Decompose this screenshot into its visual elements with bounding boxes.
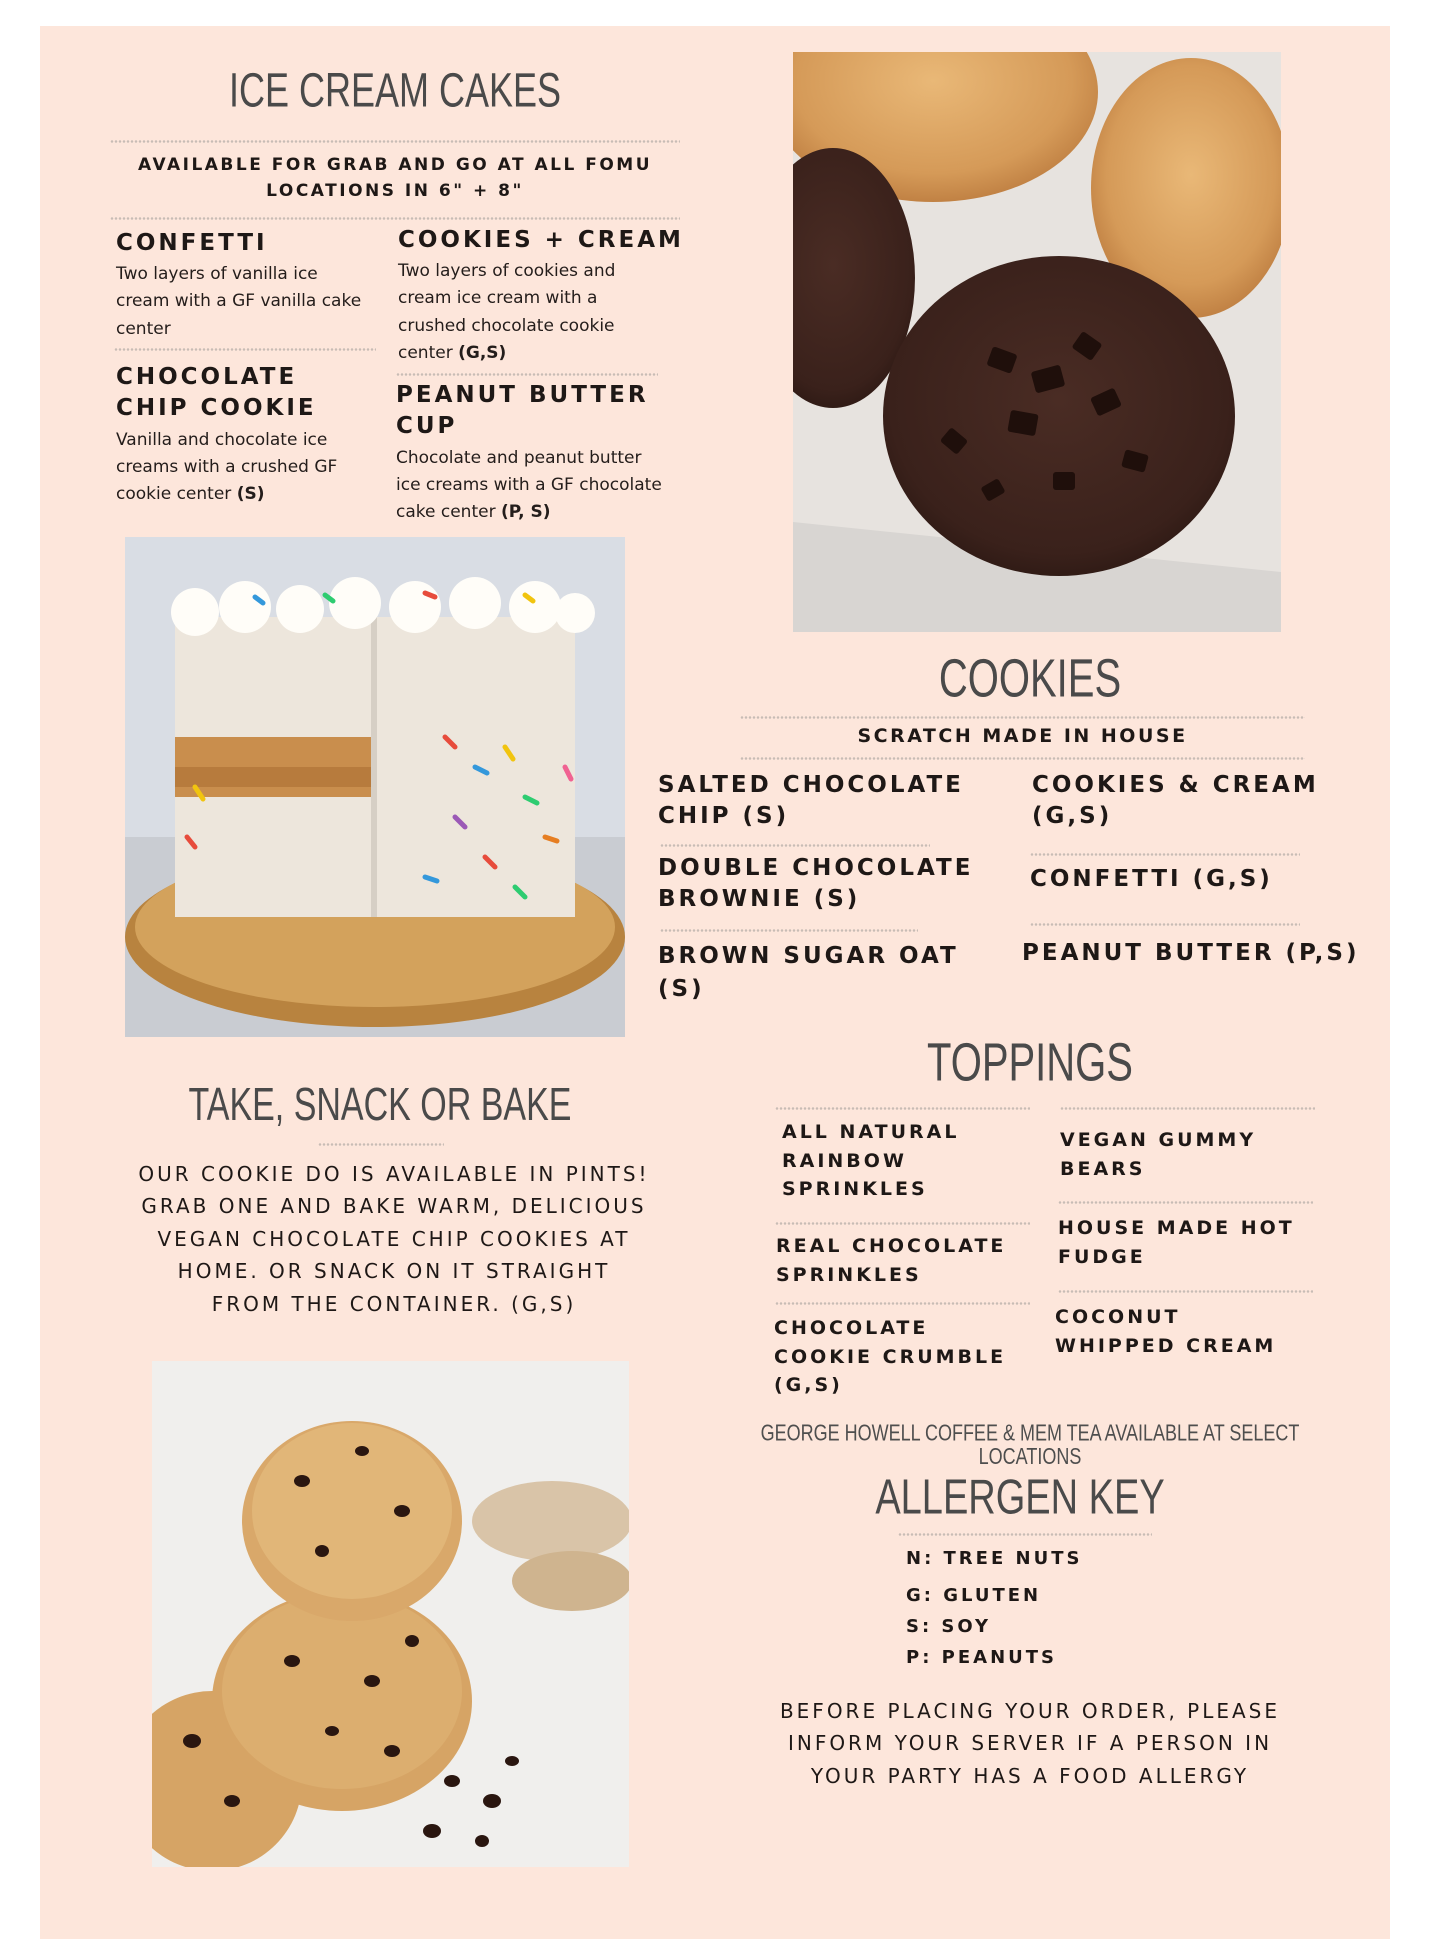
cake-item-desc: Two layers of cookies and cream ice cream with a crushed chocolate cookie center (G,S) [398,261,616,363]
cake-item-cookies-cream [398,225,698,367]
divider [1060,1106,1315,1111]
cake-item-desc: Vanilla and chocolate ice creams with a crushed GF cookie center (S) [116,429,338,504]
cookies-photo [793,52,1281,632]
allergen-item: P: PEANUTS [906,1647,1057,1668]
cake-item-name: COOKIES + CREAM [398,227,684,253]
topping-item: ALL NATURAL RAINBOW SPRINKLES [782,1121,960,1200]
divider [1058,1200,1313,1205]
ice-cream-cake-photo [125,537,625,1037]
cookie-item: COOKIES & CREAM (G,S) [1032,772,1319,830]
take-snack-bake-heading: TAKE, SNACK OR BAKE [188,1079,572,1131]
cake-item-peanut-butter-cup [396,380,696,526]
cake-item-name: PEANUT BUTTER CUP [396,382,649,440]
cake-item-name: CHOCOLATE CHIP COOKIE [116,364,317,422]
cake-item-desc: Two layers of vanilla ice cream with a GF vanilla cake center [116,264,362,339]
divider [1030,922,1300,927]
topping-item: HOUSE MADE HOT FUDGE [1058,1217,1295,1268]
divider [660,843,930,848]
cookie-item: BROWN SUGAR OAT (S) [658,943,959,1003]
allergen-item: N: TREE NUTS [906,1548,1083,1569]
divider [775,1221,1030,1226]
cake-item-name: CONFETTI [116,230,268,256]
topping-item: REAL CHOCOLATE SPRINKLES [776,1235,1007,1286]
cake-item-desc: Chocolate and peanut butter ice creams with a GF chocolate cake center (P, S) [396,447,662,522]
ice-cream-cakes-heading: ICE CREAM CAKES [228,61,562,118]
allergen-key-heading: ALLERGEN KEY [875,1470,1165,1525]
divider [1030,852,1300,857]
cookies-subtitle: SCRATCH MADE IN HOUSE [857,725,1188,747]
divider [318,1142,444,1147]
cookies-heading: COOKIES [938,649,1122,709]
allergy-notice: BEFORE PLACING YOUR ORDER, PLEASE INFORM YOUR SERVER IF A PERSON IN YOUR PARTY HAS A FOOD ALLERGY [779,1699,1281,1788]
cookie-item: DOUBLE CHOCOLATE BROWNIE (S) [658,855,974,913]
allergen-item: S: SOY [906,1616,992,1637]
divider [396,372,658,377]
cookie-item: SALTED CHOCOLATE CHIP (S) [658,772,964,830]
topping-item: CHOCOLATE COOKIE CRUMBLE (G,S) [774,1317,1007,1396]
divider [1058,1289,1313,1294]
take-snack-bake-body: OUR COOKIE DO IS AVAILABLE IN PINTS! GRAB ONE AND BAKE WARM, DELICIOUS VEGAN CHOCOLATE CHIP COOKIES AT HOME. OR SNACK ON IT STRAIGHT FROM THE CONTAINER. (G,S) [138,1162,650,1316]
allergen-item: G: GLUTEN [906,1585,1042,1606]
divider [898,1532,1152,1537]
toppings-heading: TOPPINGS [927,1033,1133,1093]
divider [740,756,1305,761]
divider [114,347,376,352]
divider [110,216,680,221]
divider [775,1301,1030,1306]
topping-item: COCONUT WHIPPED CREAM [1055,1306,1277,1357]
ice-cream-cakes-subtitle: AVAILABLE FOR GRAB AND GO AT ALL FOMU LOCATIONS IN 6" + 8" [137,155,653,201]
divider [775,1106,1030,1111]
divider [660,928,918,933]
divider [110,139,680,144]
cookie-item: PEANUT BUTTER (P,S) [1022,940,1360,966]
cookie-item: CONFETTI (G,S) [1030,866,1273,892]
divider [740,715,1305,720]
topping-item: VEGAN GUMMY BEARS [1060,1129,1257,1180]
cake-item-confetti [116,228,376,343]
cookie-dough-photo [152,1361,629,1867]
cake-item-chocolate-chip-cookie [116,362,376,508]
coffee-note: GEORGE HOWELL COFFEE & MEM TEA AVAILABLE AT SELECT LOCATIONS [760,1419,1300,1470]
